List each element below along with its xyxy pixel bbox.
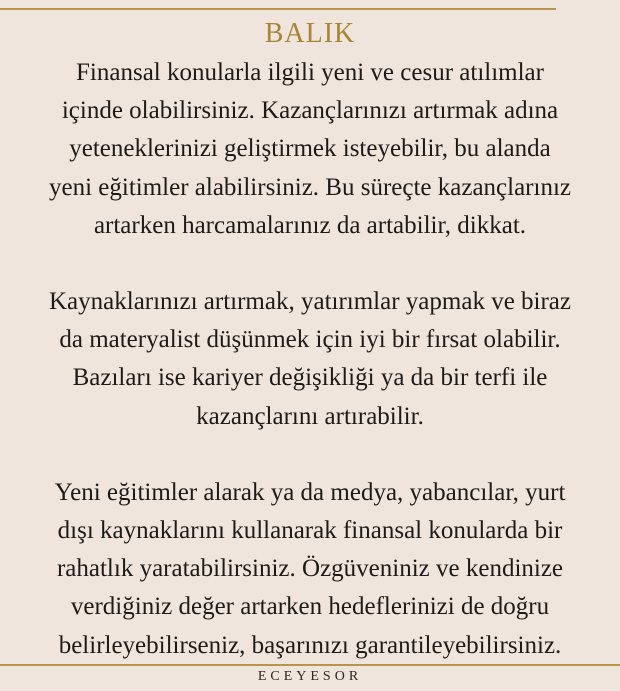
paragraph-1: Finansal konularla ilgili yeni ve cesur atılımlar içinde olabilirsiniz. Kazançlarınızı artırmak adına yeteneklerinizi geliştirmek isteyebilir, bu alanda yeni eğitimler alabilirsiniz. Bu süreçte kazançlarınız artarken harcamalarınız da artabilir, dikkat. — [48, 59, 571, 239]
paragraph-3: Yeni eğitimler alarak ya da medya, yabancılar, yurt dışı kaynaklarını kullanarak finansal konularda bir rahatlık yaratabilirsiniz. Özgüveniniz ve kendinize verdiğiniz değer artarken hedeflerinizi de doğru belirleyebilirseniz, başarınızı garantileyebilirsiniz. — [54, 478, 566, 659]
paragraph-2: Kaynaklarınızı artırmak, yatırımlar yapmak ve biraz da materyalist düşünmek için iyi bir fırsat olabilir. Bazıları ise kariyer değişikliği ya da bir terfi ile kazançlarını artırabilir. — [49, 288, 571, 430]
brand-footer: ECEYESOR — [257, 669, 363, 684]
page-title: BALIK — [264, 18, 356, 49]
top-divider — [0, 8, 556, 10]
horoscope-text — [8, 54, 612, 665]
